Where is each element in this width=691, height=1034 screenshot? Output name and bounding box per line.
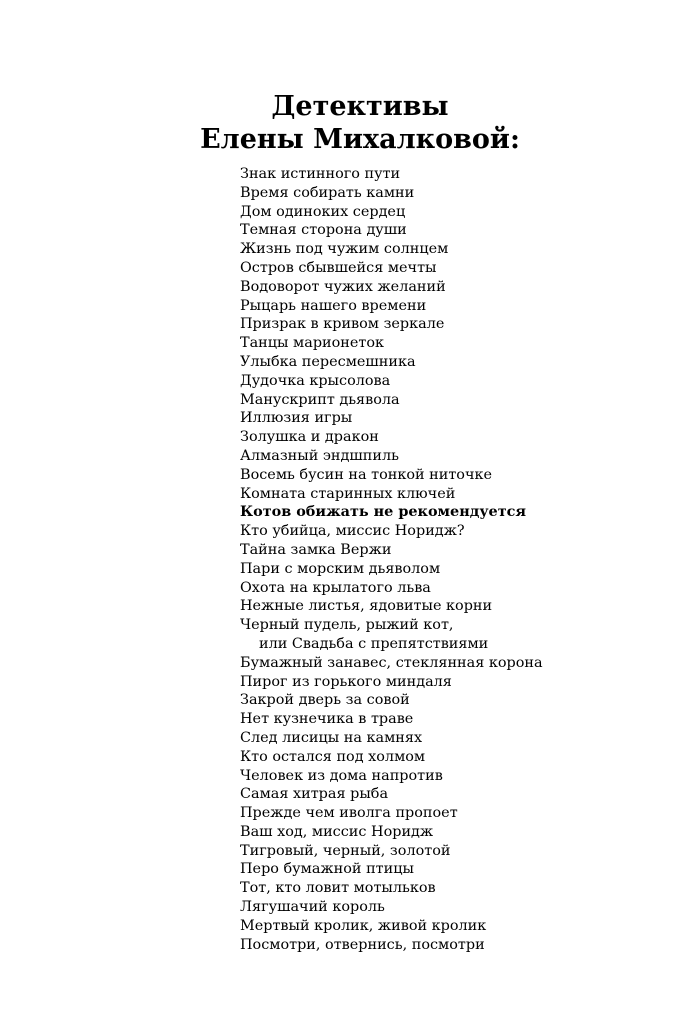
book-title: Алмазный эндшпиль bbox=[240, 447, 399, 464]
book-title: Комната старинных ключей bbox=[240, 485, 456, 502]
book-title: Пари с морским дьяволом bbox=[240, 560, 441, 577]
book-title: Черный пудель, рыжий кот, bbox=[240, 617, 454, 634]
book-title: Остров сбывшейся мечты bbox=[240, 259, 437, 276]
book-title: Темная сторона души bbox=[240, 222, 407, 239]
book-title: Посмотри, отвернись, посмотри bbox=[240, 936, 485, 953]
book-title: Призрак в кривом зеркале bbox=[240, 316, 445, 333]
book-title: Восемь бусин на тонкой ниточке bbox=[240, 466, 492, 483]
book-title: Тигровый, черный, золотой bbox=[240, 842, 451, 859]
book-title: Перо бумажной птицы bbox=[240, 861, 414, 878]
book-title: Закрой дверь за совой bbox=[240, 692, 410, 709]
book-title: Время собирать камни bbox=[240, 184, 415, 201]
page-title-line-2: Елены Михалковой: bbox=[200, 124, 520, 155]
book-title: Танцы марионеток bbox=[240, 335, 385, 352]
book-title: Дудочка крысолова bbox=[240, 372, 391, 389]
book-title: Тот, кто ловит мотыльков bbox=[240, 880, 436, 897]
book-title: Рыцарь нашего времени bbox=[240, 297, 427, 314]
book-title: Водоворот чужих желаний bbox=[240, 278, 446, 295]
book-title: Улыбка пересмешника bbox=[240, 353, 416, 370]
book-title: Золушка и дракон bbox=[240, 429, 379, 446]
book-title: Жизнь под чужим солнцем bbox=[240, 241, 449, 258]
book-list bbox=[240, 165, 543, 954]
book-title: или Свадьба с препятствиями bbox=[259, 635, 489, 652]
page-title-line-1: Детективы bbox=[271, 91, 449, 122]
page-title bbox=[0, 90, 691, 156]
book-title: Дом одиноких сердец bbox=[240, 203, 406, 220]
book-title: Тайна замка Вержи bbox=[240, 541, 392, 558]
book-title: Бумажный занавес, стеклянная корона bbox=[240, 654, 543, 671]
book-title: Человек из дома напротив bbox=[240, 767, 443, 784]
book-title: Мертвый кролик, живой кролик bbox=[240, 917, 487, 934]
book-title: Ваш ход, миссис Норидж bbox=[240, 823, 434, 840]
book-title: Кто остался под холмом bbox=[240, 748, 426, 765]
book-title: Кто убийца, миссис Норидж? bbox=[240, 523, 465, 540]
book-title: Самая хитрая рыба bbox=[240, 786, 389, 803]
book-title: Прежде чем иволга пропоет bbox=[240, 805, 458, 822]
book-title: Лягушачий король bbox=[240, 899, 385, 916]
book-title: Манускрипт дьявола bbox=[240, 391, 400, 408]
book-title: Иллюзия игры bbox=[240, 410, 353, 427]
book-title: След лисицы на камнях bbox=[240, 729, 423, 746]
book-title: Охота на крылатого льва bbox=[240, 579, 431, 596]
book-title: Котов обижать не рекомендуется bbox=[240, 503, 526, 521]
book-title: Нежные листья, ядовитые корни bbox=[240, 598, 493, 615]
book-title: Знак истинного пути bbox=[240, 166, 401, 182]
book-title: Пирог из горького миндаля bbox=[240, 673, 452, 690]
book-title: Нет кузнечика в траве bbox=[240, 711, 414, 728]
